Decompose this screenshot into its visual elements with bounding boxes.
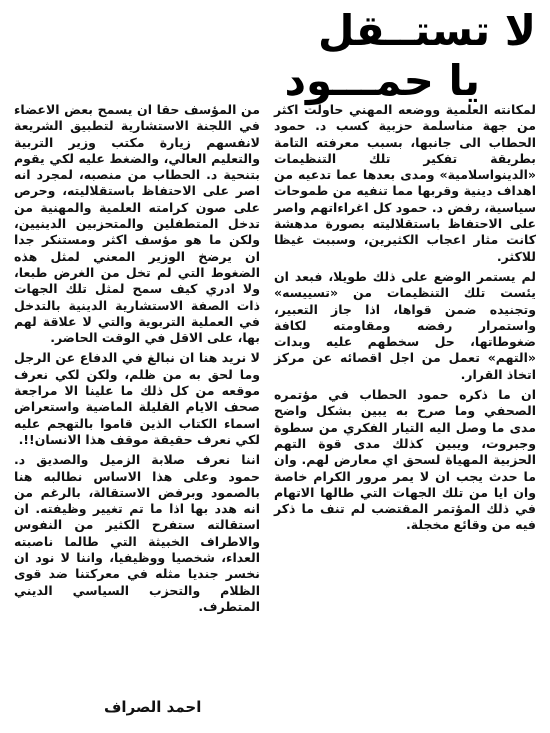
article-column-right — [274, 102, 536, 538]
paragraph: لم يستمر الوضع على ذلك طويلا، فبعد ان يئست تلك التنظيمات من «تسييسه» وتجنيده ضمن قواها، اذا جاز التعبير، واستمرار رفضه ومقاومته لكافة ضغوطاتها، حل سخطهم عليه وبدات «التهم» تعمل من اجل اقصائه عن مركز اتخاذ القرار. — [274, 268, 536, 382]
paragraph: لا نريد هنا ان نبالغ في الدفاع عن الرجل وما لحق به من ظلم، ولكن لكي نعرف موقعه من كل ذلك ما علينا الا مراجعة صحف الايام القليلة الماضية واستعراض اسماء الكتاب الذين قاموا بالتهجم عليه لكي نعرف حقيقة موقف هذا الانسان!!. — [14, 350, 260, 447]
headline-line-2: يا حمـــود — [284, 56, 480, 105]
paragraph: اننا نعرف صلابة الزميل والصديق د. حمود وعلى هذا الاساس نطالبه هنا بالصمود وبرفض الاستقالة، بالرغم من انه هدد بها اذا ما تم تغيير وظيفته. ان استقالته ستفرح الكثير من النفوس والاطراف الخبيثة التي طالما ناصبته العداء، شخصيا ووظيفيا، واننا لا نود ان نخسر جنديا مثله في معركتنا ضد قوى الظلام والتحزب السياسي الديني المتطرف. — [14, 452, 260, 614]
headline — [276, 6, 536, 106]
paragraph: من المؤسف حقا ان يسمح بعض الاعضاء في اللجنة الاستشارية لتطبيق الشريعة لانفسهم زيارة مكتب وزير التربية والتعليم العالي، والضغط عليه لكي يقوم بتنحية د. الحطاب من منصبه، لمجرد انه اصر على الاحتفاظ باستقلاليته، وحرص على صون كرامته العلمية والمهنية من تدخل المتطفلين والمتحزبين الدينيين، ولكن ما هو مؤسف اكثر ومستنكر جدا ان يرضخ الوزير المعني لمثل هذه الضغوط التي لم تخل من الغرض طبعا، ولا ادري كيف سمح لمثل تلك الجهات ذات الصفة الاستشارية الدينية بالتدخل في العملية التربوية والتي لا علاقة لهم بها، على الاقل في الوقت الحاضر. — [14, 102, 260, 346]
headline-line-1: لا تستــقل — [318, 6, 536, 55]
paragraph: لمكانته العلمية ووضعه المهني حاولت اكثر من جهة مناسلمة حزبية كسب د. حمود الحطاب الى جانبها، بسبب معرفته التامة بطريقة تفكير تلك التنظيمات «الدينواسلامية» ومدى بعدها عما تدعيه من اهداف دينية وقربها مما تنفيه من طموحات سياسية، رفض د. حمود كل اغراءاتهم واصر على الاحتفاظ باستقلاليته بصورة مدهشة كانت مثار اعجاب الكثيرين، وسببت غيظا للاكثر. — [274, 102, 536, 264]
article-column-left — [14, 102, 260, 619]
author-byline — [14, 698, 260, 716]
paragraph: ان ما ذكره حمود الحطاب في مؤتمره الصحفي وما صرح به يبين بشكل واضح مدى ما وصل اليه التيار الفكري من سطوة وجبروت، ويبين كذلك مدى قوة التهم الحزبية المهياة لسحق اي معارض لهم. وان ما حدث يجب ان لا يمر مرور الكرام خاصة وان ايا من تلك الجهات التي طالها الاتهام في ذلك المؤتمر المقتضب لم تنف ما ذكر فيه من وقائع مخجلة. — [274, 387, 536, 533]
author-name: احمد الصراف — [104, 698, 202, 716]
